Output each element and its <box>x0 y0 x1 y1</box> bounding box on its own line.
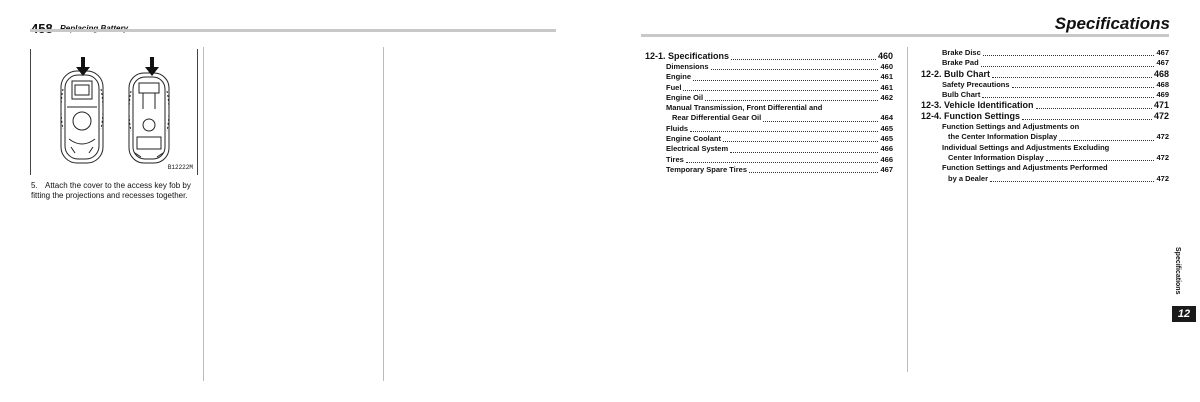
toc-page-number: 472 <box>1156 153 1169 163</box>
toc-dot-leader <box>731 58 876 60</box>
toc-entry-label: 12-1. Specifications <box>645 51 730 61</box>
toc-subsection-entry[interactable] <box>921 90 1169 100</box>
toc-entry-label: Tires <box>666 154 684 164</box>
column-divider <box>203 47 204 381</box>
toc-column-1 <box>645 51 893 175</box>
toc-page-number: 467 <box>880 164 893 174</box>
toc-dot-leader <box>981 65 1155 67</box>
toc-page-number: 461 <box>880 72 893 82</box>
toc-dot-leader <box>730 151 878 153</box>
toc-subsection-entry[interactable] <box>645 103 893 124</box>
toc-dot-leader <box>711 68 879 70</box>
toc-entry-label-line1: Manual Transmission, Front Differential and <box>666 103 823 113</box>
toc-entry-label: Fuel <box>666 82 682 92</box>
toc-page-number: 472 <box>1156 173 1169 183</box>
toc-column-2 <box>921 48 1169 184</box>
toc-entry-label: Brake Disc <box>942 48 981 57</box>
toc-entry-label: Safety Precautions <box>942 79 1010 89</box>
toc-page-number: 467 <box>1156 48 1169 57</box>
toc-dot-leader <box>763 120 878 122</box>
toc-dot-leader <box>1059 139 1154 141</box>
toc-entry-label: Fluids <box>666 123 689 133</box>
toc-page-number: 468 <box>1153 68 1169 79</box>
toc-page-number: 460 <box>877 51 893 61</box>
toc-entry-label: the Center Information Display <box>948 132 1058 142</box>
toc-page-number: 466 <box>880 144 893 154</box>
toc-entry-label: Brake Pad <box>942 58 979 68</box>
toc-entry-label: 12-4. Function Settings <box>921 111 1021 122</box>
chapter-title: Specifications <box>1054 14 1170 33</box>
toc-subsection-entry[interactable] <box>921 58 1169 68</box>
toc-subsection-entry[interactable] <box>645 165 893 175</box>
toc-page-number: 461 <box>880 82 893 92</box>
toc-dot-leader <box>686 161 879 163</box>
toc-dot-leader <box>992 76 1152 78</box>
toc-dot-leader <box>693 79 878 81</box>
toc-subsection-entry[interactable] <box>645 144 893 154</box>
toc-dot-leader <box>683 89 878 91</box>
toc-subsection-entry[interactable] <box>921 143 1169 164</box>
toc-page-number: 464 <box>880 113 893 123</box>
toc-subsection-entry[interactable] <box>921 163 1169 184</box>
toc-page-number: 472 <box>1156 132 1169 142</box>
toc-dot-leader <box>690 130 878 132</box>
toc-subsection-entry[interactable] <box>645 62 893 72</box>
toc-entry-label-line1: Function Settings and Adjustments Performed <box>942 163 1108 173</box>
toc-dot-leader <box>982 96 1154 98</box>
toc-dot-leader <box>983 54 1155 56</box>
toc-entry-label: Engine Coolant <box>666 134 721 144</box>
toc-subsection-entry[interactable] <box>645 124 893 134</box>
toc-section-entry[interactable] <box>921 69 1169 80</box>
toc-section-entry[interactable] <box>921 111 1169 122</box>
toc-subsection-entry[interactable] <box>921 80 1169 90</box>
toc-dot-leader <box>705 99 878 101</box>
toc-dot-leader <box>1036 107 1152 109</box>
toc-page-number: 460 <box>880 62 893 71</box>
chapter-number-tab: 12 <box>1172 306 1196 322</box>
toc-entry-label: 12-2. Bulb Chart <box>921 68 991 79</box>
toc-entry-label: Dimensions <box>666 62 709 71</box>
toc-page-number: 472 <box>1153 111 1169 122</box>
key-fob-illustration <box>30 49 198 175</box>
toc-page-number: 467 <box>1156 58 1169 68</box>
column-divider <box>383 47 384 381</box>
instruction-step <box>31 181 201 201</box>
toc-subsection-entry[interactable] <box>645 134 893 144</box>
figure-code: B12222M <box>167 164 193 171</box>
header-rule <box>641 34 1169 37</box>
toc-dot-leader <box>723 140 878 142</box>
toc-page-number: 465 <box>880 123 893 133</box>
toc-page-number: 469 <box>1156 89 1169 99</box>
toc-entry-label: Engine <box>666 72 692 82</box>
toc-entry-label: Temporary Spare Tires <box>666 164 748 174</box>
toc-entry-label: by a Dealer <box>948 173 989 183</box>
header-rule <box>30 29 556 32</box>
toc-dot-leader <box>1022 118 1152 120</box>
toc-subsection-entry[interactable] <box>645 83 893 93</box>
toc-subsection-entry[interactable] <box>645 155 893 165</box>
toc-subsection-entry[interactable] <box>645 93 893 103</box>
step-number: 5. <box>31 181 38 190</box>
step-text: Attach the cover to the access key fob by fitting the projections and recesses together. <box>31 181 191 200</box>
toc-section-entry[interactable] <box>645 51 893 62</box>
toc-entry-label-line1: Function Settings and Adjustments on <box>942 122 1080 132</box>
toc-entry-label: 12-3. Vehicle Identification <box>921 100 1034 111</box>
toc-dot-leader <box>1012 86 1155 88</box>
toc-page-number: 466 <box>880 154 893 164</box>
toc-page-number: 468 <box>1156 79 1169 89</box>
toc-subsection-entry[interactable] <box>921 122 1169 143</box>
column-divider <box>907 47 908 372</box>
toc-dot-leader <box>990 180 1154 182</box>
toc-entry-label-line1: Individual Settings and Adjustments Excluding <box>942 142 1110 152</box>
toc-entry-label: Electrical System <box>666 144 729 154</box>
toc-subsection-entry[interactable] <box>921 48 1169 58</box>
toc-entry-label: Bulb Chart <box>942 89 981 99</box>
toc-page-number: 471 <box>1153 100 1169 111</box>
toc-entry-label: Engine Oil <box>666 92 704 102</box>
side-tab-label: Specifications <box>1174 247 1181 295</box>
toc-page-number: 462 <box>880 92 893 102</box>
toc-entry-label: Rear Differential Gear Oil <box>672 113 762 123</box>
toc-section-entry[interactable] <box>921 100 1169 111</box>
toc-subsection-entry[interactable] <box>645 72 893 82</box>
toc-dot-leader <box>1046 159 1155 161</box>
toc-entry-label: Center Information Display <box>948 153 1044 163</box>
toc-page-number: 465 <box>880 134 893 144</box>
toc-dot-leader <box>749 171 878 173</box>
